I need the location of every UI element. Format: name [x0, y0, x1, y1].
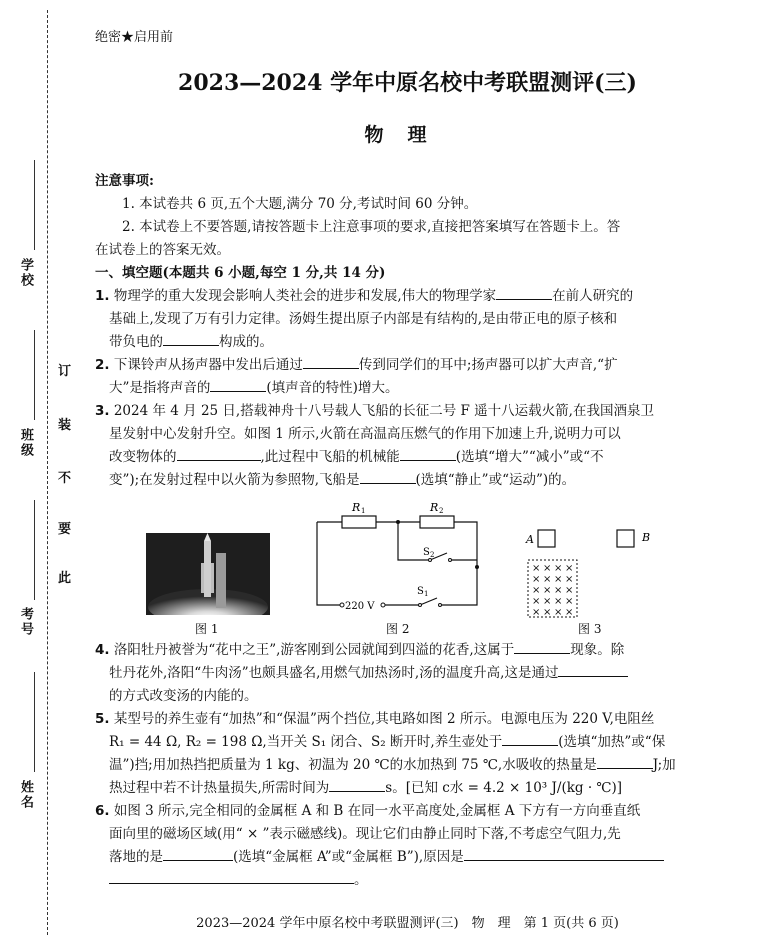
question-4 — [95, 639, 710, 662]
q1-text: 带负电的 — [109, 334, 163, 350]
q3-blank-2[interactable] — [400, 446, 456, 461]
label-s2-sub: 2 — [430, 551, 435, 559]
margin-label-exam-number: 考号 — [18, 607, 33, 637]
q3-text: (选填“静止”或“运动”)的。 — [415, 472, 576, 488]
magnetic-field-cross: × — [532, 574, 541, 585]
q2-blank-1[interactable] — [303, 354, 359, 369]
confidential-mark: 绝密★启用前 — [95, 30, 174, 45]
magnetic-field-cross: × — [554, 574, 563, 585]
label-r2: R — [430, 501, 439, 514]
q1-blank-1[interactable] — [496, 285, 552, 300]
q5-text: R₁ = 44 Ω, R₂ = 198 Ω,当开关 S₁ 闭合、S₂ 断开时,养生壶处于 — [109, 734, 503, 750]
section1-heading: 一、填空题(本题共 6 小题,每空 1 分,共 14 分) — [95, 265, 386, 281]
q2-text: 传到同学们的耳中;扬声器可以扩大声音,“扩 — [358, 357, 618, 373]
q2-text: 大”是指将声音的 — [109, 380, 211, 396]
question-3 — [95, 400, 710, 423]
magnetic-field-cross: × — [554, 563, 563, 574]
q2-number: 2. — [95, 357, 110, 373]
margin-char-ding: 订 — [58, 364, 72, 379]
q1-text: 在前人研究的 — [552, 288, 634, 304]
margin-char-yao: 要 — [58, 522, 72, 537]
q4-blank-1[interactable] — [514, 639, 570, 654]
q5-line-4 — [109, 777, 712, 800]
q3-number: 3. — [95, 403, 110, 419]
q5-text: s。[已知 c水 = 4.2 × 10³ J/(kg · ℃)] — [385, 780, 623, 796]
q5-blank-1[interactable] — [502, 731, 558, 746]
q5-blank-3[interactable] — [329, 777, 385, 792]
rocket-launch-photo — [146, 533, 270, 615]
notes-item-1: 1. 本试卷共 6 页,五个大题,满分 70 分,考试时间 60 分钟。 — [122, 196, 478, 212]
q3-line-3 — [109, 446, 712, 469]
q1-line-3 — [109, 331, 724, 354]
magnetic-field-cross: × — [554, 585, 563, 596]
q1-number: 1. — [95, 288, 110, 304]
magnetic-field-cross: × — [532, 596, 541, 607]
q5-blank-2[interactable] — [597, 754, 653, 769]
q3-text: 2024 年 4 月 25 日,搭载神舟十八号载人飞船的长征二号 F 遥十八运载火箭,在我国酒泉卫 — [113, 403, 654, 419]
question-1 — [95, 285, 710, 308]
q3-blank-1[interactable] — [177, 446, 261, 461]
q4-line-3: 的方式改变汤的内能的。 — [109, 688, 258, 704]
q1-text: 构成的。 — [219, 334, 273, 350]
magnetic-field-diagram — [520, 520, 670, 620]
label-r1-sub: 1 — [361, 507, 366, 515]
magnetic-field-cross: × — [554, 607, 563, 618]
page-footer: 2023—2024 学年中原名校中考联盟测评(三) 物 理 第 1 页(共 6 页) — [196, 916, 619, 931]
binding-dashed-line — [47, 10, 48, 935]
q3-text: (选填“增大”“减小”或“不 — [455, 449, 604, 465]
resistor-r2 — [420, 516, 454, 528]
magnetic-field-cross: × — [565, 563, 574, 574]
q5-text: 热过程中若不计热量损失,所需时间为 — [109, 780, 330, 796]
figure-2-caption: 图 2 — [386, 622, 410, 636]
q6-line-3 — [109, 846, 712, 869]
q4-blank-2[interactable] — [558, 662, 628, 677]
magnetic-field-cross: × — [532, 607, 541, 618]
q4-line-2 — [109, 662, 712, 685]
margin-char-ci: 此 — [58, 571, 72, 586]
q2-blank-2[interactable] — [210, 377, 266, 392]
exam-title: 2023—2024 学年中原名校中考联盟测评(三) — [178, 70, 637, 96]
magnetic-field-cross: × — [543, 585, 552, 596]
q5-text: 温”)挡;用加热挡把质量为 1 kg、初温为 20 ℃的水加热到 75 ℃,水吸收的热量是 — [109, 757, 597, 773]
school-write-line — [34, 160, 36, 250]
magnetic-field-cross: × — [543, 574, 552, 585]
metal-frame-a — [538, 530, 555, 547]
magnetic-field-cross: × — [565, 596, 574, 607]
circuit-diagram — [305, 500, 485, 615]
magnetic-field-cross: × — [532, 585, 541, 596]
q6-text: 如图 3 所示,完全相同的金属框 A 和 B 在同一水平高度处,金属框 A 下方有一方向垂直纸 — [113, 803, 641, 819]
magnetic-field-cross: × — [565, 607, 574, 618]
q2-text: 下课铃声从扬声器中发出后通过 — [113, 357, 303, 373]
q6-text: 。 — [354, 872, 368, 888]
class-write-line — [34, 330, 36, 420]
q5-number: 5. — [95, 711, 110, 727]
q3-line-4 — [109, 469, 724, 492]
q3-text: 改变物体的 — [109, 449, 177, 465]
name-write-line — [34, 672, 36, 772]
label-s2: S — [423, 547, 430, 558]
label-frame-a: A — [526, 533, 534, 546]
figure-3-caption: 图 3 — [578, 622, 602, 636]
q6-text: (选填“金属框 A”或“金属框 B”),原因是 — [233, 849, 464, 865]
label-r2-sub: 2 — [439, 507, 444, 515]
magnetic-field-cross: × — [543, 607, 552, 618]
q5-text: 某型号的养生壶有“加热”和“保温”两个挡位,其电路如图 2 所示。电源电压为 220 V,电阻丝 — [113, 711, 655, 727]
q4-number: 4. — [95, 642, 110, 658]
margin-label-school: 学校 — [18, 258, 33, 288]
margin-char-bu: 不 — [58, 471, 72, 486]
figure-1-caption: 图 1 — [195, 622, 219, 636]
subject-title: 物理 — [364, 124, 451, 146]
magnetic-field-cross: × — [565, 585, 574, 596]
q2-line-2 — [109, 377, 724, 400]
q4-text: 牡丹花外,洛阳“牛肉汤”也颇具盛名,用燃气加热汤时,汤的温度升高,这是通过 — [109, 665, 559, 681]
q3-line-2: 星发射中心发射升空。如图 1 所示,火箭在高温高压燃气的作用下加速上升,说明力可以 — [109, 426, 621, 442]
q3-text: ,此过程中飞船的机械能 — [260, 449, 400, 465]
label-voltage: 220 V — [345, 601, 375, 612]
q5-line-2 — [109, 731, 712, 754]
notes-heading: 注意事项: — [95, 173, 154, 189]
margin-label-name: 姓名 — [18, 780, 33, 810]
question-5 — [95, 708, 710, 731]
label-s1-sub: 1 — [424, 590, 429, 598]
magnetic-field-cross: × — [532, 563, 541, 574]
q4-text: 洛阳牡丹被誉为“花中之王”,游客刚到公园就闻到四溢的花香,这属于 — [113, 642, 515, 658]
question-2 — [95, 354, 710, 377]
metal-frame-b — [617, 530, 634, 547]
magnetic-field-cross: × — [565, 574, 574, 585]
question-6 — [95, 800, 710, 823]
notes-item-2: 2. 本试卷上不要答题,请按答题卡上注意事项的要求,直接把答案填写在答题卡上。答 — [122, 219, 621, 235]
notes-item-2-cont: 在试卷上的答案无效。 — [95, 242, 230, 258]
q5-text: J;加 — [652, 757, 676, 773]
q6-blank-2[interactable] — [464, 846, 664, 861]
q1-line-2: 基础上,发现了万有引力定律。汤姆生提出原子内部是有结构的,是由带正电的原子核和 — [109, 311, 618, 327]
q1-text: 物理学的重大发现会影响人类社会的进步和发展,伟大的物理学家 — [113, 288, 497, 304]
q4-text: 现象。除 — [570, 642, 625, 658]
resistor-r1 — [342, 516, 376, 528]
label-s1: S — [417, 586, 424, 597]
q6-line-4 — [109, 869, 724, 892]
q2-text: (填声音的特性)增大。 — [266, 380, 399, 396]
q3-blank-3[interactable] — [360, 469, 416, 484]
margin-char-zhuang: 装 — [58, 418, 72, 433]
magnetic-field-cross: × — [543, 596, 552, 607]
q3-text: 变”);在发射过程中以火箭为参照物,飞船是 — [109, 472, 360, 488]
q6-number: 6. — [95, 803, 110, 819]
q1-blank-2[interactable] — [163, 331, 219, 346]
magnetic-field-cross: × — [543, 563, 552, 574]
exam-number-write-line — [34, 500, 36, 600]
q5-line-3 — [109, 754, 712, 777]
label-frame-b: B — [642, 531, 651, 544]
margin-label-class: 班级 — [18, 428, 33, 458]
q6-blank-3[interactable] — [109, 869, 354, 884]
magnetic-field-cross: × — [554, 596, 563, 607]
q6-text: 落地的是 — [109, 849, 163, 865]
q6-blank-1[interactable] — [163, 846, 233, 861]
q6-line-2: 面向里的磁场区域(用“ × ”表示磁感线)。现让它们由静止同时下落,不考虑空气阻力,先 — [109, 826, 621, 842]
q5-text: (选填“加热”或“保 — [558, 734, 666, 750]
label-r1: R — [352, 501, 361, 514]
